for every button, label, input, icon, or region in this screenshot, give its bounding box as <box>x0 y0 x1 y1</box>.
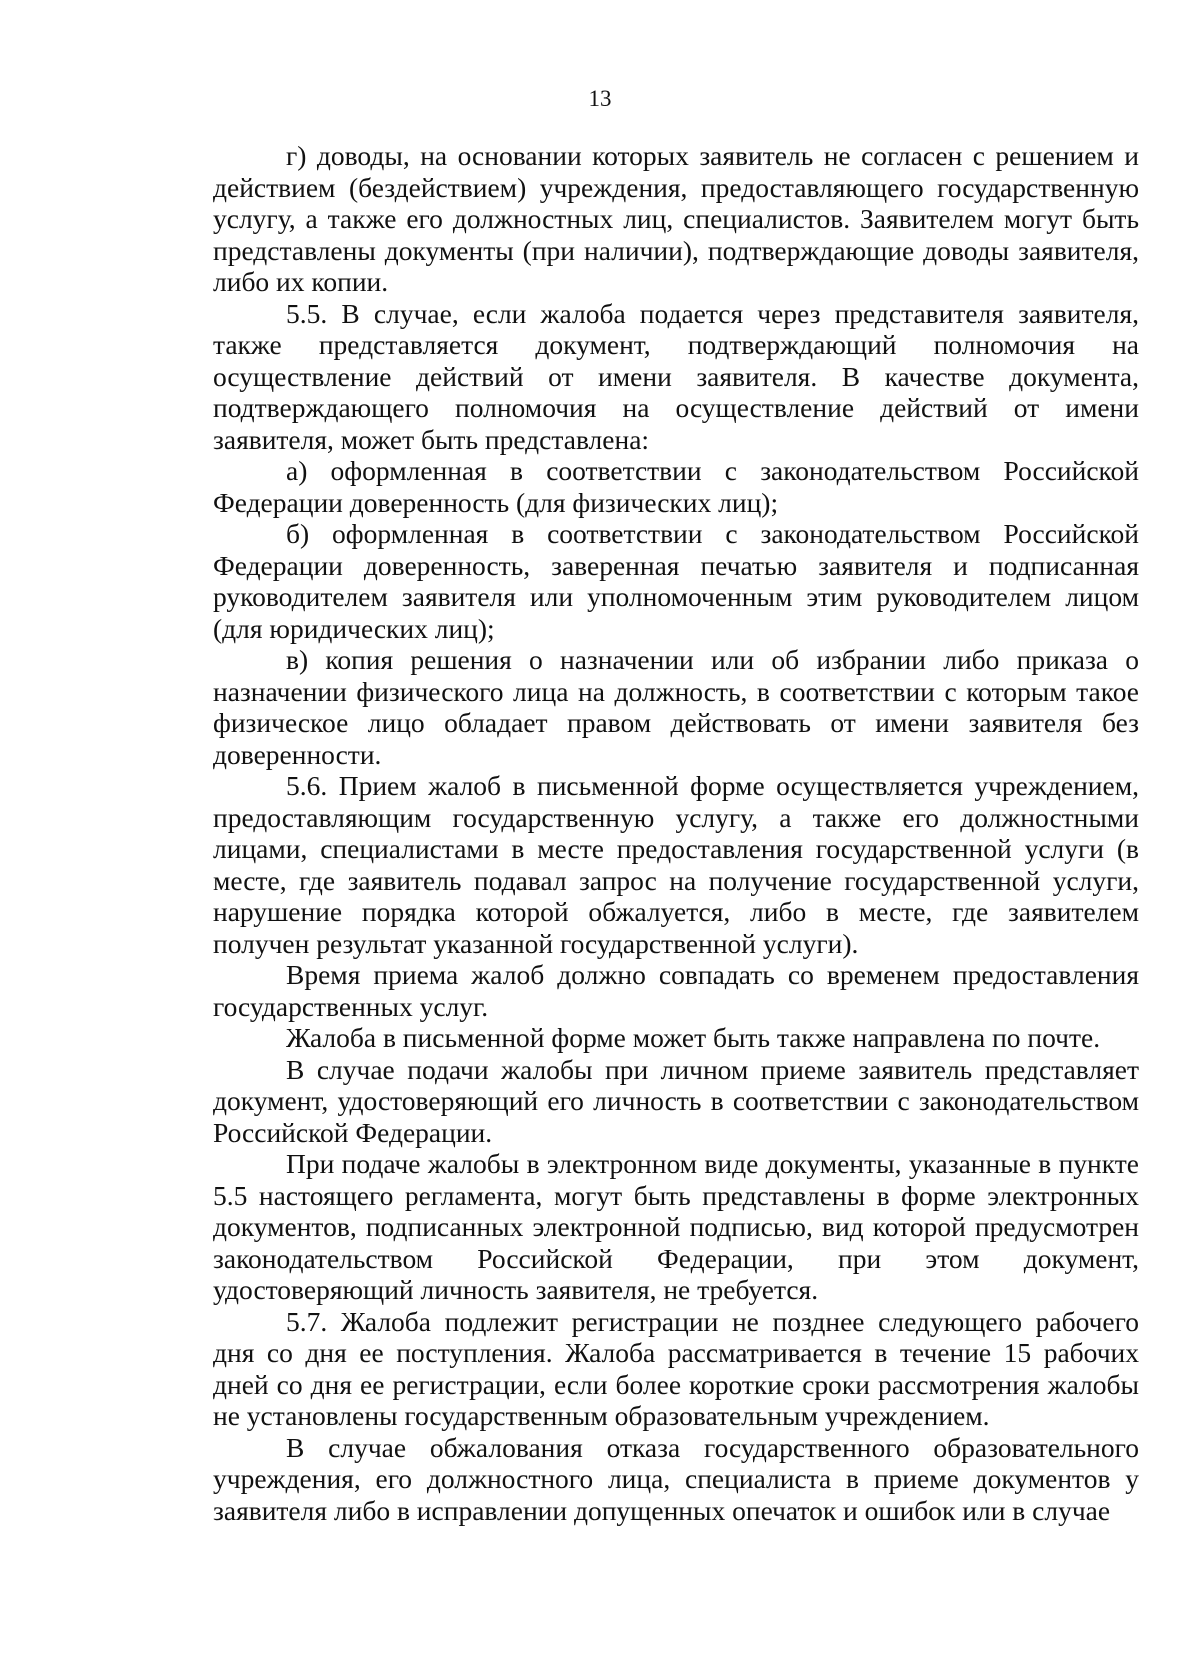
document-body <box>213 140 1139 1526</box>
paragraph-electronic: При подаче жалобы в электронном виде документы, указанные в пункте 5.5 настоящего регламента, могут быть представлены в форме электронных документов, подписанных электронной подписью, вид которой предусмотрен законодательством Российской Федерации, при этом документ, удостоверяющий личность заявителя, не требуется. <box>213 1148 1139 1305</box>
paragraph-5-5: 5.5. В случае, если жалоба подается через представителя заявителя, также представляется документ, подтверждающий полномочия на осуществление действий от имени заявителя. В качестве документа, подтверждающего полномочия на осуществление действий от имени заявителя, может быть представлена: <box>213 297 1139 455</box>
paragraph-reception-time: Время приема жалоб должно совпадать со временем предоставления государственных услуг. <box>213 959 1139 1022</box>
list-item-a: а) оформленная в соответствии с законодательством Российской Федерации доверенность (для физических лиц); <box>213 455 1139 518</box>
paragraph-mail: Жалоба в письменной форме может быть также направлена по почте. <box>286 1022 1101 1053</box>
paragraph-grounds: г) доводы, на основании которых заявитель не согласен с решением и действием (бездействием) учреждения, предоставляющего государственную услугу, а также его должностных лиц, специалистов. Заявителем могут быть представлены документы (при наличии), подтверждающие доводы заявителя, либо их копии. <box>213 140 1139 297</box>
paragraph-appeal-refusal: В случае обжалования отказа государственного образовательного учреждения, его должностного лица, специалиста в приеме документов у заявителя либо в исправлении допущенных опечаток и ошибок или в случае <box>213 1431 1139 1526</box>
page-number: 13 <box>588 86 612 111</box>
paragraph-5-7: 5.7. Жалоба подлежит регистрации не позднее следующего рабочего дня со дня ее поступления. Жалоба рассматривается в течение 15 рабочих дней со дня ее регистрации, если более короткие сроки рассмотрения жалобы не установлены государственным образовательным учреждением. <box>213 1305 1139 1431</box>
list-item-v: в) копия решения о назначении или об избрании либо приказа о назначении физического лица на должность, в соответствии с которым такое физическое лицо обладает правом действовать от имени заявителя без доверенности. <box>213 644 1139 770</box>
paragraph-5-6: 5.6. Прием жалоб в письменной форме осуществляется учреждением, предоставляющим государственную услугу, а также его должностными лицами, специалистами в месте предоставления государственной услуги (в месте, где заявитель подавал запрос на получение государственной услуги, нарушение порядка которой обжалуется, либо в месте, где заявителем получен результат указанной государственной услуги). <box>213 770 1139 959</box>
list-item-b: б) оформленная в соответствии с законодательством Российской Федерации доверенность, заверенная печатью заявителя и подписанная руководителем заявителя или уполномоченным этим руководителем лицом (для юридических лиц); <box>213 518 1139 644</box>
paragraph-personal-reception: В случае подачи жалобы при личном приеме заявитель представляет документ, удостоверяющий его личность в соответствии с законодательством Российской Федерации. <box>213 1053 1139 1148</box>
